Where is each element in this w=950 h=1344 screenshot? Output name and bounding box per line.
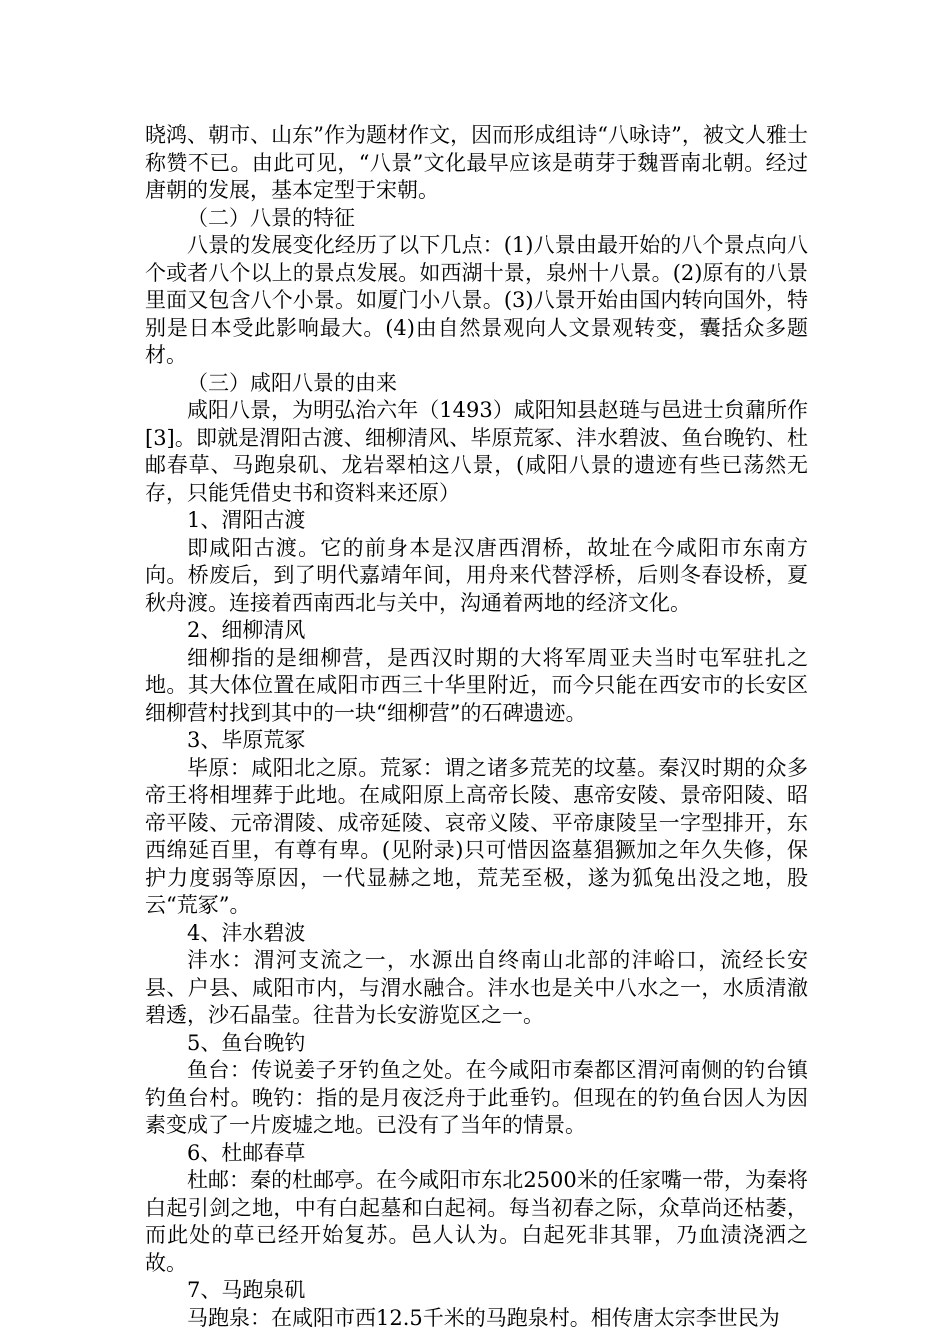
section-heading: 6、杜邮春草 bbox=[187, 1140, 306, 1165]
section-heading: 7、马跑泉矶 bbox=[187, 1278, 306, 1302]
body-paragraph: 八景的发展变化经历了以下几点：(1)八景由最开始的八个景点向八个或者八个以上的景点发展。如西湖十景，泉州十八景。(2)原有的八景里面又包含八个小景。如厦门小八景。(3)八景开始由国内转向国外，特别是日本受此影响最大。(4)由自然景观向人文景观转变，囊括众多题材。 bbox=[145, 233, 808, 367]
body-paragraph: 晓鸿、朝市、山东”作为题材作文，因而形成组诗“八咏诗”，被文人雅士称赞不已。由此可见，“八景”文化最早应该是萌芽于魏晋南北朝。经过唐朝的发展，基本定型于宋朝。 bbox=[145, 123, 808, 202]
body-paragraph: 咸阳八景，为明弘治六年（1493）咸阳知县赵琏与邑进士贠鼐所作[3]。即就是渭阳古渡、细柳清风、毕原荒冢、沣水碧波、鱼台晚钓、杜邮春草、马跑泉矶、龙岩翠柏这八景，(咸阳八景的遗迹有些已荡然无存，只能凭借史书和资料来还原） bbox=[145, 398, 808, 505]
section-heading: 5、鱼台晚钓 bbox=[187, 1030, 306, 1055]
section-heading: （二）八景的特征 bbox=[187, 205, 355, 230]
section-heading: （三）咸阳八景的由来 bbox=[187, 370, 397, 395]
body-paragraph: 鱼台：传说姜子牙钓鱼之处。在今咸阳市秦都区渭河南侧的钓台镇钓鱼台村。晚钓：指的是月夜泛舟于此垂钓。但现在的钓鱼台因人为因素变成了一片废墟之地。已没有了当年的情景。 bbox=[145, 1058, 808, 1137]
body-paragraph: 毕原：咸阳北之原。荒冢：谓之诸多荒芜的坟墓。秦汉时期的众多帝王将相埋葬于此地。在咸阳原上高帝长陵、惠帝安陵、景帝阳陵、昭帝平陵、元帝渭陵、成帝延陵、哀帝义陵、平帝康陵呈一字型排开，东西绵延百里，有尊有卑。(见附录)只可惜因盗墓猖獗加之年久失修，保护力度弱等原因，一代显赫之地，荒芜至极，遂为狐兔出没之地，股云“荒冢”。 bbox=[145, 755, 808, 917]
body-paragraph: 沣水：渭河支流之一，水源出自终南山北部的沣峪口，流经长安县、户县、咸阳市内，与渭水融合。沣水也是关中八水之一，水质清澈碧透，沙石晶莹。往昔为长安游览区之一。 bbox=[145, 948, 808, 1027]
body-paragraph: 杜邮：秦的杜邮亭。在今咸阳市东北2500米的任家嘴一带，为秦将白起引剑之地，中有白起墓和白起祠。每当初春之际，众草尚还枯萎，而此处的草已经开始复苏。邑人认为。白起死非其罪，乃血渍浇洒之故。 bbox=[145, 1168, 808, 1275]
section-heading: 4、沣水碧波 bbox=[187, 920, 306, 945]
section-heading: 3、毕原荒冢 bbox=[187, 728, 306, 752]
section-heading: 1、渭阳古渡 bbox=[187, 508, 306, 532]
body-paragraph: 马跑泉：在咸阳市西12.5千米的马跑泉村。相传唐太宗李世民为 bbox=[187, 1305, 780, 1330]
section-heading: 2、细柳清风 bbox=[187, 618, 306, 642]
document-body bbox=[145, 122, 808, 1332]
body-paragraph: 即咸阳古渡。它的前身本是汉唐西渭桥，故址在今咸阳市东南方向。桥废后，到了明代嘉靖年间，用舟来代替浮桥，后则冬春设桥，夏秋舟渡。连接着西南西北与关中，沟通着两地的经济文化。 bbox=[145, 535, 808, 615]
body-paragraph: 细柳指的是细柳营，是西汉时期的大将军周亚夫当时屯军驻扎之地。其大体位置在咸阳市西三十华里附近，而今只能在西安市的长安区细柳营村找到其中的一块“细柳营”的石碑遗迹。 bbox=[145, 645, 808, 725]
